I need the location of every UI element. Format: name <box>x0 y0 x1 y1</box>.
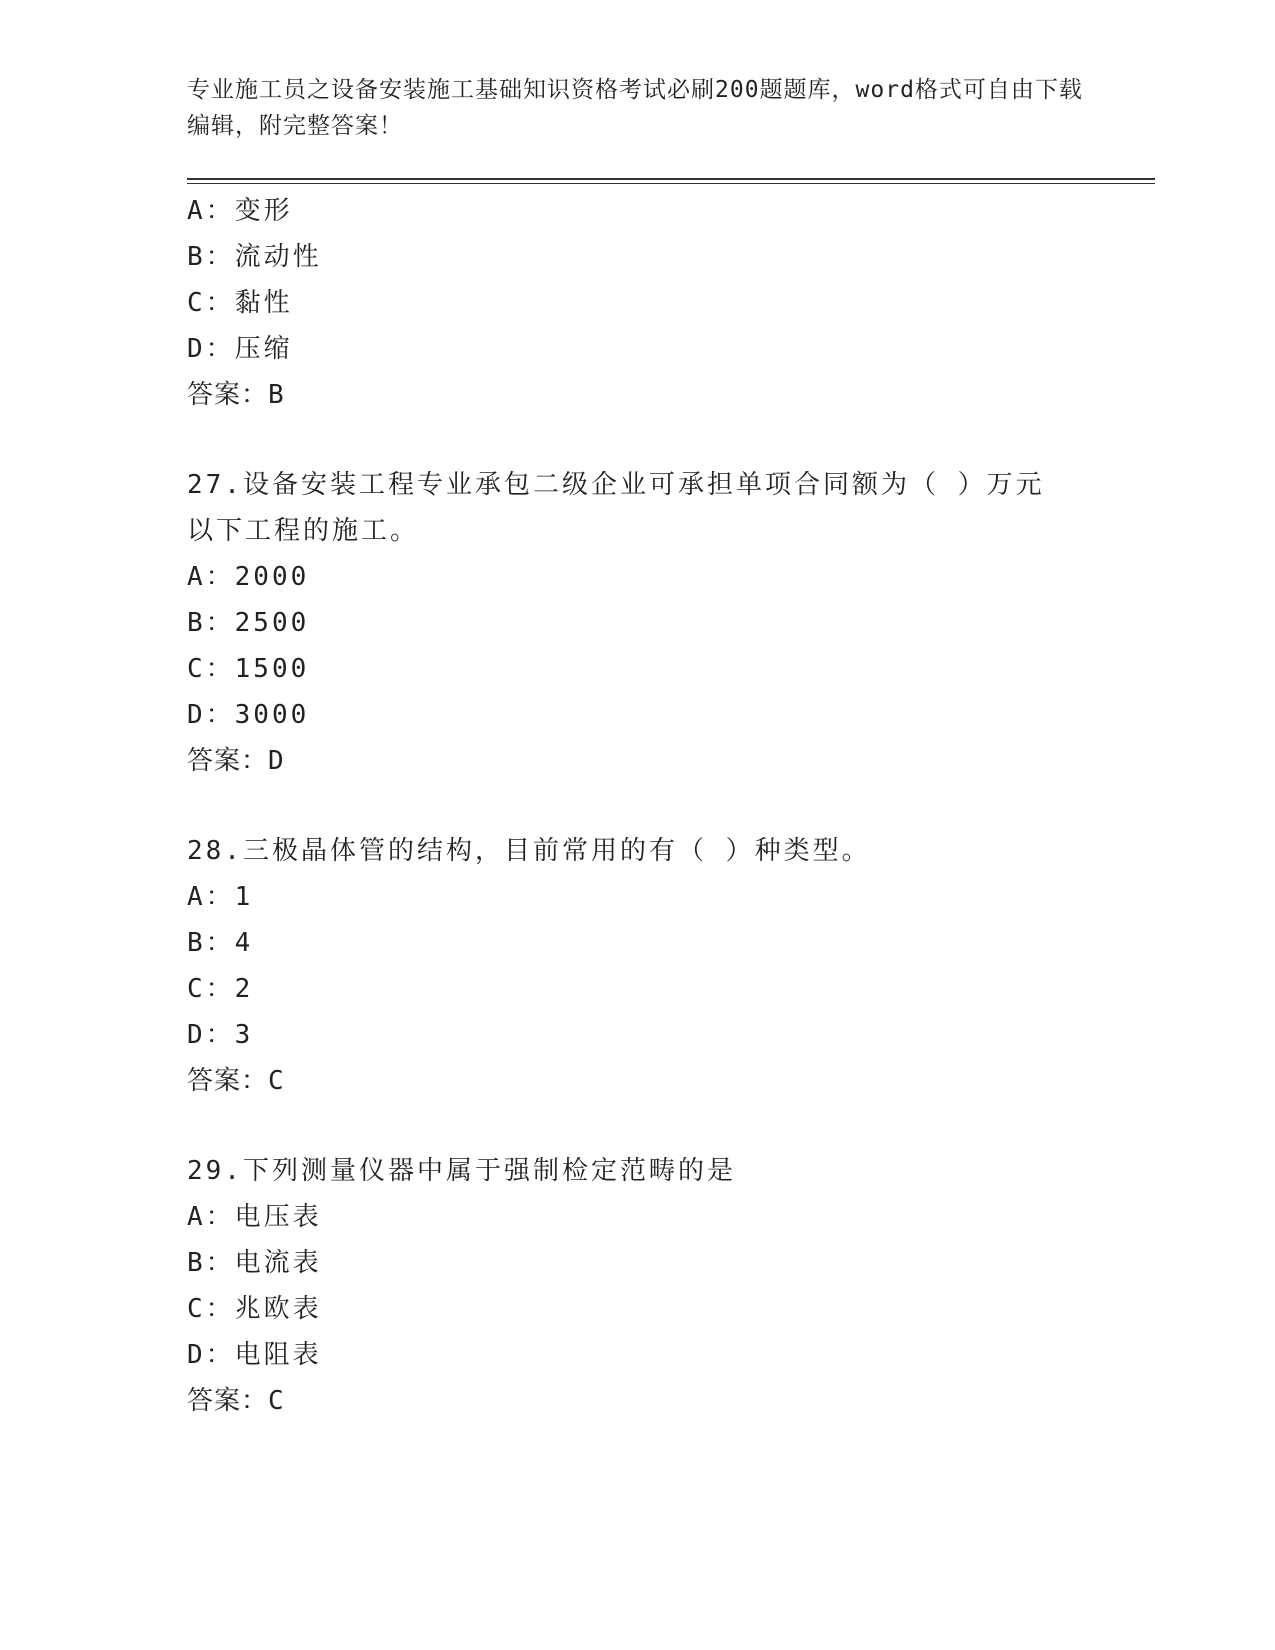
question-29 <box>187 1148 1087 1424</box>
option-a: A：电压表 <box>187 1202 322 1232</box>
header-divider-thick <box>187 178 1155 180</box>
option-b: B：2500 <box>187 608 310 638</box>
answer-line: 答案：D <box>187 746 285 776</box>
question-28 <box>187 828 1087 1104</box>
option-c: C：1500 <box>187 654 310 684</box>
answer-line: 答案：C <box>187 1066 285 1096</box>
option-a: A：变形 <box>187 196 293 226</box>
option-a: A：1 <box>187 882 254 912</box>
header-divider-thin <box>187 183 1155 184</box>
option-d: D：电阻表 <box>187 1340 322 1370</box>
question-list <box>187 188 1087 1424</box>
document-header: 专业施工员之设备安装施工基础知识资格考试必刷200题题库，word格式可自由下载编辑，附完整答案！ <box>187 77 1083 139</box>
option-b: B：4 <box>187 928 254 958</box>
question-partial <box>187 188 1087 418</box>
answer-line: 答案：B <box>187 380 285 410</box>
option-b: B：电流表 <box>187 1248 322 1278</box>
question-27 <box>187 462 1087 784</box>
option-d: D：3000 <box>187 700 310 730</box>
option-d: D：压缩 <box>187 334 293 364</box>
question-stem: 29.下列测量仪器中属于强制检定范畴的是 <box>187 1156 736 1186</box>
question-stem: 27.设备安装工程专业承包二级企业可承担单项合同额为（ ）万元以下工程的施工。 <box>187 470 1045 546</box>
option-b: B：流动性 <box>187 242 322 272</box>
option-a: A：2000 <box>187 562 310 592</box>
option-c: C：兆欧表 <box>187 1294 322 1324</box>
option-c: C：黏性 <box>187 288 293 318</box>
answer-line: 答案：C <box>187 1386 285 1416</box>
option-c: C：2 <box>187 974 254 1004</box>
question-stem: 28.三极晶体管的结构，目前常用的有（ ）种类型。 <box>187 836 871 866</box>
option-d: D：3 <box>187 1020 254 1050</box>
